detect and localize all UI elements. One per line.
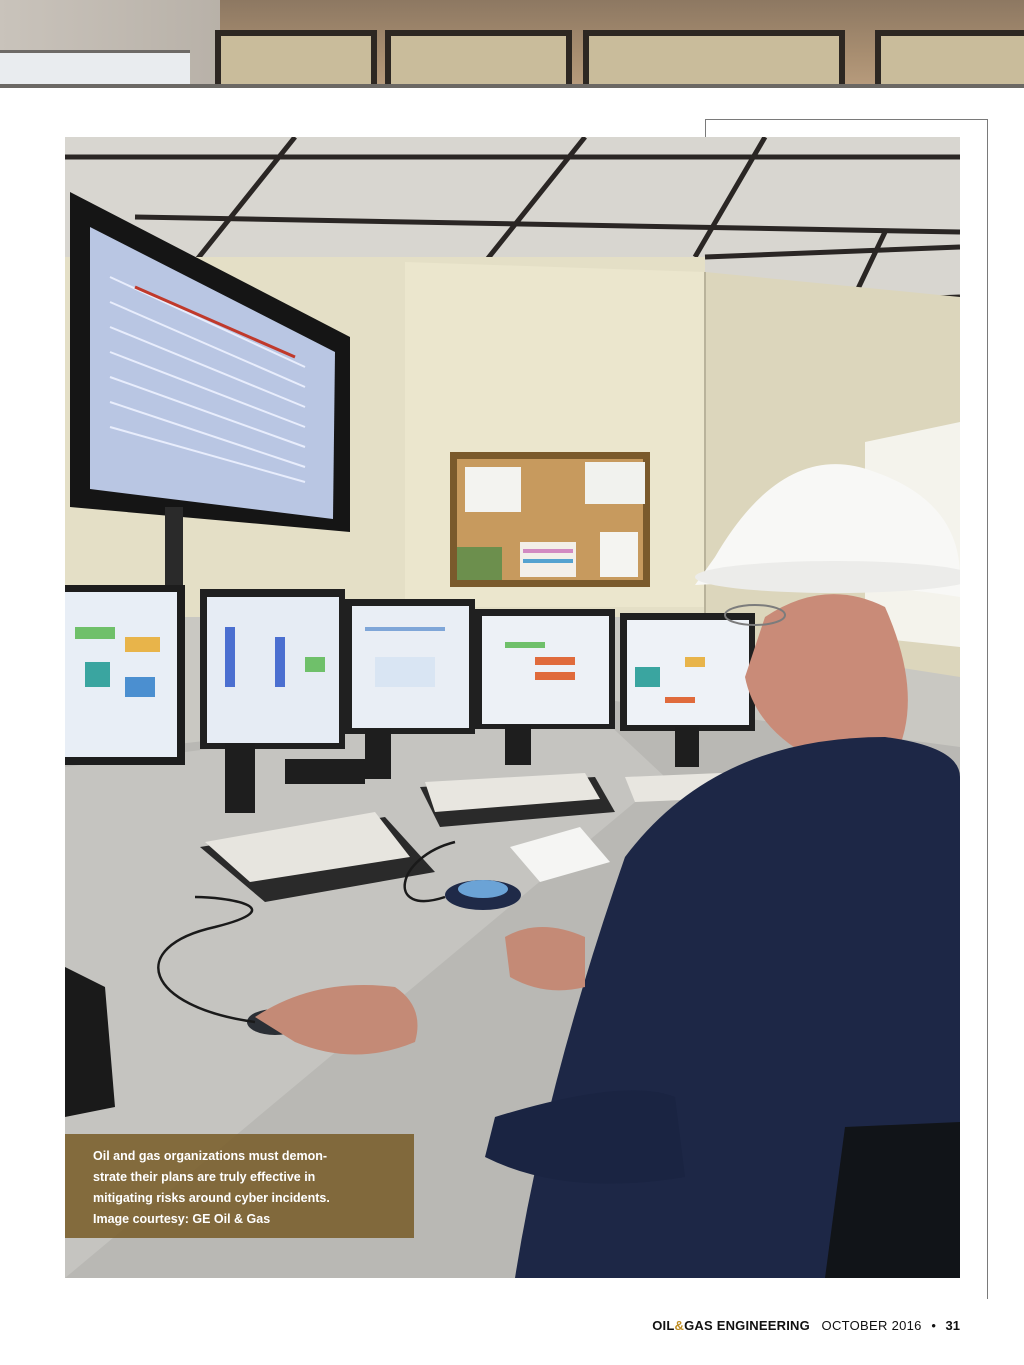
framed-map [583,30,845,88]
footer-separator: • [931,1318,936,1333]
control-room-photo [65,137,960,1278]
caption-line: mitigating risks around cyber incidents. [93,1191,330,1205]
corner-rule [705,119,988,120]
publication-name [652,1318,810,1333]
caption-credit: Image courtesy: GE Oil & Gas [93,1212,271,1226]
framed-map [385,30,572,88]
page-rule [987,119,988,1299]
framed-map [875,30,1024,88]
strip-edge [0,84,1024,88]
page-footer [640,1318,960,1338]
page-number: 31 [945,1318,960,1333]
header-photo-strip [0,0,1024,88]
caption-text [93,1146,393,1230]
window [0,50,190,85]
corner-rule [705,119,706,137]
caption-line: strate their plans are truly effective in [93,1170,316,1184]
publication-name-part: GAS ENGINEERING [684,1318,810,1333]
publication-name-part: OIL [652,1318,675,1333]
issue-date: OCTOBER 2016 [821,1318,922,1333]
photo-caption [65,1134,414,1238]
publication-ampersand: & [674,1318,685,1333]
caption-line: Oil and gas organizations must demon- [93,1149,328,1163]
framed-map [215,30,377,88]
